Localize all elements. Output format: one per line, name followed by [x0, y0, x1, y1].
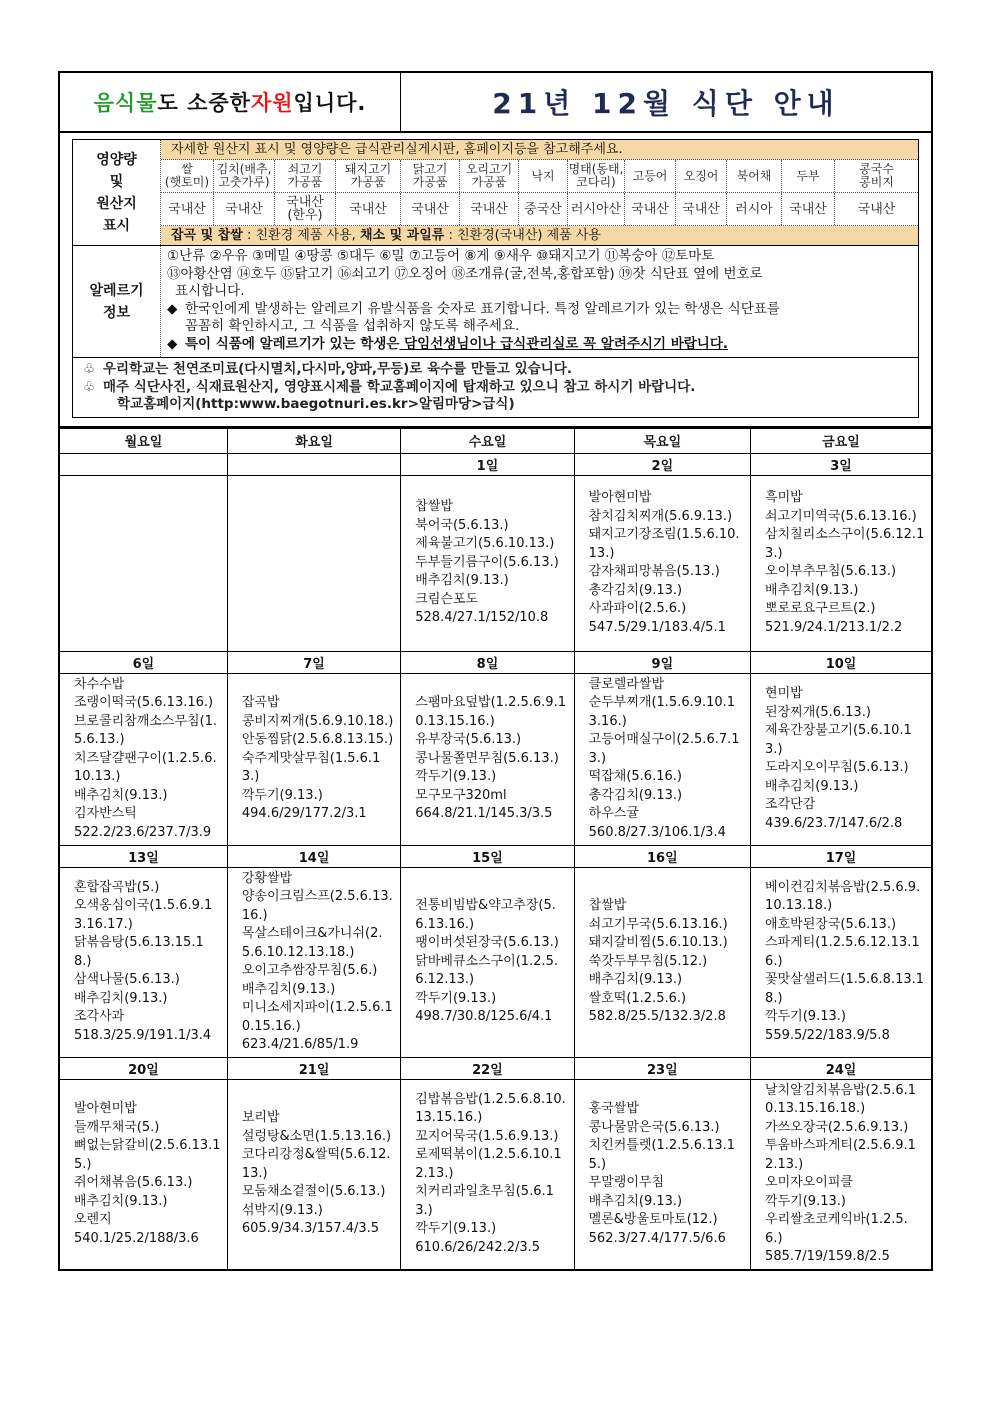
- meal-cell: [227, 867, 400, 1057]
- nutrition-value: 560.8/27.3/106.1/3.4: [588, 824, 726, 840]
- origin-item-value: 국내산: [336, 193, 401, 225]
- date-cell: 6일: [59, 651, 227, 673]
- menu-item: 배추김치(9.13.): [765, 778, 859, 794]
- slogan: [60, 73, 401, 131]
- menu-item: 닭볶음탕(5.6.13.15.18.): [74, 935, 204, 969]
- menu-item: 오이고추쌈장무침(5.6.): [241, 963, 378, 978]
- meal-row: [59, 867, 932, 1057]
- menu-item: 배추김치(9.13.): [74, 990, 168, 1006]
- date-row: [59, 651, 932, 673]
- date-cell: 9일: [574, 651, 750, 673]
- menu-item: 오이부추무침(5.6.13.): [765, 564, 897, 579]
- origin-item-value: 국내산: [401, 193, 460, 225]
- menu-item: 안동찜닭(2.5.6.8.13.15.): [241, 732, 394, 748]
- menu-item: 배추김치(9.13.): [74, 1193, 168, 1209]
- menu-item: 콩나물맑은국(5.6.13.): [588, 1119, 720, 1135]
- menu-item: 배추김치(9.13.): [588, 972, 683, 988]
- menu-item: 투움바스파게티(2.5.6.9.12.13.): [765, 1138, 916, 1172]
- date-row: [59, 453, 932, 475]
- menu-item: 쑥갓두부무침(5.12.): [588, 953, 708, 969]
- allergy-label: [73, 246, 161, 357]
- origin-item-name: 닭고기 가공품: [401, 160, 460, 192]
- nutrition-value: 559.5/22/183.9/5.8: [765, 1027, 890, 1043]
- menu-item: 치킨커틀렛(1.2.5.6.13.15.): [588, 1138, 736, 1172]
- menu-item: 배추김치(9.13.): [588, 1193, 683, 1209]
- allergy-notice-text: 한국인에게 발생하는 알레르기 유발식품을 숫자로 표기합니다. 특정 알레르기가 있는 학생은 식단표를: [185, 300, 780, 317]
- origin-item-value: 국내산: [460, 193, 519, 225]
- menu-item: 양송이크림스프(2.5.6.13.16.): [241, 889, 393, 923]
- menu-item: 로제떡볶이(1.2.5.6.10.12.13.): [415, 1147, 562, 1181]
- origin-item-name: 콩국수 콩비지: [859, 162, 894, 189]
- menu-item: 김자반스틱: [74, 806, 137, 822]
- menu-item: 보리밥: [241, 1110, 280, 1126]
- nutrition-value: 528.4/27.1/152/10.8: [415, 610, 549, 626]
- menu-item: 숙주게맛살무침(1.5.6.13.): [241, 750, 381, 785]
- date-cell: 8일: [401, 651, 574, 673]
- menu-item: 배추김치(9.13.): [74, 787, 168, 803]
- menu-item: 조각사과: [74, 1009, 125, 1025]
- note-text: : 친환경 제품 사용,: [242, 228, 360, 243]
- allergy-label-line: 알레르기: [89, 282, 144, 299]
- meal-cell: [751, 475, 932, 651]
- slogan-part: 입니다.: [293, 91, 367, 115]
- menu-table: [58, 428, 933, 1271]
- date-row: [59, 1057, 932, 1079]
- origin-values-row: [161, 193, 918, 226]
- date-cell: 16일: [574, 845, 750, 867]
- origin-item-name: 오징어: [676, 160, 727, 192]
- menu-item: 뽀로로요구르트(2.): [765, 601, 876, 616]
- allergy-list-line: ①난류 ②우유 ③메밀 ④땅콩 ⑤대두 ⑥밀 ⑦고등어 ⑧게 ⑨새우 ⑩돼지고기 ⑪복숭아 ⑫토마토: [167, 248, 715, 264]
- meal-cell: [401, 673, 574, 845]
- menu-item: 전통비빔밥&약고추장(5.6.13.16.): [415, 898, 556, 932]
- note-bold: 잡곡 및 찹쌀: [171, 228, 243, 243]
- menu-item: 우리쌀초코케익바(1.2.5.6.): [765, 1212, 908, 1246]
- meal-cell: [401, 867, 574, 1057]
- menu-item: 들깨무채국(5.): [74, 1119, 160, 1135]
- nutrition-value: 610.6/26/242.2/3.5: [415, 1239, 541, 1255]
- weekday-header: 화요일: [227, 428, 400, 453]
- allergy-warning-underlined: 담임선생님이나 급식관리실로 꼭 알려주시기 바랍니다.: [399, 335, 728, 352]
- menu-item: 쌀호떡(1.2.5.6.): [588, 990, 687, 1006]
- menu-item: 강황쌀밥: [241, 870, 293, 886]
- origin-label-line: 및: [109, 173, 124, 190]
- menu-item: 목살스테이크&가니쉬(2.5.6.10.12.13.18.): [241, 926, 383, 960]
- menu-item: 하우스귤: [588, 806, 639, 822]
- menu-item: 깍두기(9.13.): [241, 787, 323, 803]
- menu-item: 조각단감: [765, 797, 816, 812]
- weekday-header: 금요일: [751, 428, 932, 453]
- meal-row: [59, 673, 932, 845]
- origin-item-value: 러시아산: [568, 193, 625, 225]
- menu-item: 클로렐라쌀밥: [588, 676, 665, 692]
- date-cell: 13일: [59, 845, 227, 867]
- date-cell: 7일: [227, 651, 400, 673]
- menu-item: 치커리과일초무침(5.6.13.): [415, 1184, 554, 1218]
- nutrition-value: 582.8/25.5/132.3/2.8: [588, 1009, 726, 1025]
- meal-cell: [227, 1079, 400, 1270]
- allergy-list-line: ⑬아황산염 ⑭호두 ⑮닭고기 ⑯쇠고기 ⑰오징어 ⑱조개류(굴,전복,홍합포함) ⑲잣 식단표 옆에 번호로: [167, 265, 763, 282]
- note-line: [83, 361, 908, 379]
- menu-item: 떡잡채(5.6.16.): [588, 769, 682, 785]
- menu-item: 사과파이(2.5.6.): [588, 601, 687, 616]
- weekday-header-row: [59, 428, 932, 453]
- note-line: [83, 379, 908, 397]
- menu-item: 고등어매실구이(2.5.6.7.13.): [588, 732, 740, 766]
- menu-item: 가쓰오장국(2.5.6.9.13.): [765, 1119, 909, 1135]
- menu-item: 삼색나물(5.6.13.): [74, 972, 180, 988]
- menu-item: 깍두기(9.13.): [415, 990, 497, 1006]
- origin-label: [73, 140, 161, 245]
- club-icon: ♧: [83, 361, 96, 377]
- meal-cell: [574, 673, 750, 845]
- meal-cell: [59, 867, 227, 1057]
- menu-item: 베이컨김치볶음밥(2.5.6.9.10.13.18.): [765, 879, 921, 914]
- nutrition-value: 585.7/19/159.8/2.5: [765, 1249, 890, 1264]
- origin-item-value: 국내산 (한우): [275, 193, 336, 225]
- weekday-header: 목요일: [574, 428, 750, 453]
- origin-item-value: 국내산: [161, 193, 214, 225]
- nutrition-value: 605.9/34.3/157.4/3.5: [241, 1221, 380, 1237]
- note-bold: 채소 및 과일류: [359, 228, 445, 243]
- nutrition-value: 494.6/29/177.2/3.1: [241, 806, 367, 822]
- menu-item: 닭바베큐소스구이(1.2.5.6.12.13.): [415, 953, 559, 988]
- meal-cell: [574, 1079, 750, 1270]
- meal-cell: [401, 1079, 574, 1270]
- menu-item: 흑미밥: [765, 490, 803, 505]
- menu-item: 발아현미밥: [74, 1101, 137, 1116]
- origin-label-line: 표시: [102, 217, 131, 234]
- menu-item: 잡곡밥: [241, 695, 280, 711]
- note-text: : 친환경(국내산) 제품 사용: [444, 228, 601, 243]
- info-section: [58, 71, 933, 428]
- slogan-part: 음식물: [93, 91, 158, 115]
- menu-item: 발아현미밥: [588, 490, 652, 505]
- date-cell: [59, 453, 227, 475]
- weekday-header: 월요일: [59, 428, 227, 453]
- menu-item: 제육불고기(5.6.10.13.): [415, 536, 555, 552]
- menu-item: 돼지고기장조림(1.5.6.10.13.): [588, 527, 740, 561]
- diamond-bullet-icon: ◆: [167, 335, 178, 352]
- school-notes: [73, 358, 918, 417]
- menu-document: [58, 71, 933, 1271]
- date-cell: 10일: [751, 651, 932, 673]
- origin-item-value: 국내산: [782, 193, 835, 225]
- menu-item: 스팸마요덮밥(1.2.5.6.9.10.13.15.16.): [415, 695, 566, 729]
- menu-item: 삼치칠리소스구이(5.6.12.13.): [765, 527, 925, 561]
- origin-label-line: 원산지: [96, 195, 137, 212]
- meal-row: [59, 475, 932, 651]
- header: [60, 73, 931, 133]
- origin-table: [161, 140, 918, 245]
- origin-item-value: 중국산: [519, 193, 568, 225]
- date-cell: 14일: [227, 845, 400, 867]
- allergy-warning-text: 특이 식품에 알레르기가 있는 학생은: [185, 335, 400, 352]
- menu-item: 현미밥: [765, 686, 803, 701]
- menu-item: 치즈달걀팬구이(1.2.5.6.10.13.): [74, 750, 217, 785]
- origin-item-name: 오리고기 가공품: [460, 160, 519, 192]
- menu-item: 미니소세지파이(1.2.5.6.10.15.16.): [241, 1000, 393, 1034]
- menu-item: 제육간장불고기(5.6.10.13.): [765, 723, 912, 757]
- menu-item: 팽이버섯된장국(5.6.13.): [415, 935, 559, 951]
- origin-section: [73, 140, 918, 246]
- origin-item-value: 국내산: [857, 201, 896, 217]
- allergy-notice-text: 꼼꼼히 확인하시고, 그 식품을 섭취하지 않도록 해주세요.: [185, 318, 520, 334]
- menu-item: 된장찌개(5.6.13.): [765, 704, 871, 720]
- allergy-section: [73, 246, 918, 358]
- nutrition-value: 562.3/27.4/177.5/6.6: [588, 1230, 726, 1246]
- date-cell: 3일: [751, 453, 932, 475]
- menu-item: 쇠고기무국(5.6.13.16.): [588, 916, 728, 932]
- date-cell: 21일: [227, 1057, 400, 1079]
- date-cell: 15일: [401, 845, 574, 867]
- origin-item-value: 국내산: [214, 193, 275, 225]
- menu-item: 쇠고기미역국(5.6.13.16.): [765, 508, 917, 524]
- nutrition-value: 521.9/24.1/213.1/2.2: [765, 619, 903, 635]
- nutrition-value: 623.4/21.6/85/1.9: [241, 1037, 359, 1052]
- menu-item: 찹쌀밥: [588, 898, 627, 914]
- menu-item: 콩나물쫄면무침(5.6.13.): [415, 750, 559, 766]
- page-title: 21년 12월 식단 안내: [492, 87, 840, 120]
- menu-item: 깍두기(9.13.): [415, 769, 497, 785]
- nutrition-value: 664.8/21.1/145.3/3.5: [415, 806, 553, 822]
- slogan-part: 도 소중한: [157, 91, 251, 115]
- origin-item-name: 쇠고기 가공품: [275, 160, 336, 192]
- origin-item-name: 돼지고기 가공품: [336, 160, 401, 192]
- menu-item: 조랭이떡국(5.6.13.16.): [74, 695, 214, 711]
- meal-cell: [227, 673, 400, 845]
- menu-item: 모둠채소겉절이(5.6.13.): [241, 1184, 386, 1200]
- note-text: 우리학교는 천연조미료(다시멸치,다시마,양파,무등)로 육수를 만들고 있습니다.: [103, 361, 572, 377]
- menu-item: 혼합잡곡밥(5.): [74, 879, 160, 895]
- weekday-header: 수요일: [401, 428, 574, 453]
- menu-item: 배추김치(9.13.): [241, 981, 336, 997]
- menu-item: 크림슨포도: [415, 591, 479, 607]
- origin-item-value: 국내산: [625, 193, 676, 225]
- menu-item: 쥐어채볶음(5.6.13.): [74, 1175, 193, 1190]
- menu-item: 스파게티(1.2.5.6.12.13.16.): [765, 935, 920, 969]
- date-cell: 24일: [751, 1057, 932, 1079]
- allergy-label-line: 정보: [102, 304, 131, 321]
- nutrition-value: 518.3/25.9/191.1/3.4: [74, 1027, 212, 1043]
- slogan-part: 자원: [250, 91, 294, 115]
- menu-item: 멜론&방울토마토(12.): [588, 1212, 718, 1227]
- diamond-bullet-icon: ◆: [167, 300, 178, 317]
- menu-item: 꼬지어묵국(1.5.6.9.13.): [415, 1128, 559, 1144]
- menu-item: 총각김치(9.13.): [588, 582, 683, 598]
- date-cell: 2일: [574, 453, 750, 475]
- menu-item: 설렁탕&소면(1.5.13.16.): [241, 1128, 392, 1144]
- origin-item-name: 북어채: [727, 160, 782, 192]
- menu-item: 모구모구320ml: [415, 787, 507, 803]
- meal-cell: [401, 475, 574, 651]
- menu-item: 깍두기(9.13.): [765, 1193, 846, 1209]
- nutrition-value: 522.2/23.6/237.7/3.9: [74, 824, 212, 840]
- homepage-link[interactable]: 학교홈페이지(http:www.baegotnuri.es.kr>알림마당>급식): [117, 396, 515, 412]
- menu-item: 뼈없는닭갈비(2.5.6.13.15.): [74, 1138, 221, 1172]
- meal-cell: [751, 673, 932, 845]
- allergy-warning: [167, 336, 912, 354]
- nutrition-value: 498.7/30.8/125.6/4.1: [415, 1009, 553, 1025]
- menu-item: 북어국(5.6.13.): [415, 517, 509, 533]
- menu-item: 찹쌀밥: [415, 499, 453, 515]
- menu-item: 애호박된장국(5.6.13.): [765, 916, 897, 932]
- origin-item-name: 김치(배추, 고춧가루): [214, 160, 275, 192]
- menu-item: 꽃맛살샐러드(1.5.6.8.13.18.): [765, 972, 925, 1006]
- origin-item-name: 명태(동태, 코다리): [568, 160, 625, 192]
- date-cell: 17일: [751, 845, 932, 867]
- menu-item: 차수수밥: [74, 676, 125, 692]
- origin-item-value: 국내산: [676, 193, 727, 225]
- menu-item: 유부장국(5.6.13.): [415, 732, 522, 748]
- menu-item: 콩비지찌개(5.6.9.10.18.): [241, 713, 394, 729]
- origin-item-name: 낙지: [519, 160, 568, 192]
- menu-item: 섞박지(9.13.): [241, 1202, 323, 1218]
- menu-item: 순두부찌개(1.5.6.9.10.13.16.): [588, 695, 736, 729]
- date-row: [59, 845, 932, 867]
- meal-cell: [751, 1079, 932, 1270]
- menu-item: 배추김치(9.13.): [765, 582, 859, 598]
- meal-cell: [59, 673, 227, 845]
- nutrition-value: 547.5/29.1/183.4/5.1: [588, 619, 726, 635]
- date-cell: 1일: [401, 453, 574, 475]
- allergy-info: [161, 246, 918, 357]
- origin-top-note: 자세한 원산지 표시 및 영양량은 급식관리실게시판, 홈페이지등을 참고해주세요.: [161, 140, 918, 160]
- meal-cell: [59, 475, 227, 651]
- menu-item: 감자채피망볶음(5.13.): [588, 564, 720, 579]
- origin-item-name: 두부: [782, 160, 835, 192]
- origin-items-row: [161, 160, 918, 193]
- menu-item: 배추김치(9.13.): [415, 573, 509, 589]
- menu-item: 오렌지: [74, 1212, 112, 1227]
- date-cell: 20일: [59, 1057, 227, 1079]
- allergy-notice: [167, 301, 912, 319]
- date-cell: [227, 453, 400, 475]
- menu-item: 날치알김치볶음밥(2.5.6.10.13.15.16.18.): [765, 1082, 917, 1116]
- club-icon: ♧: [83, 378, 96, 395]
- info-box: [72, 139, 919, 418]
- nutrition-value: 540.1/25.2/188/3.6: [74, 1230, 199, 1246]
- menu-item: 총각김치(9.13.): [588, 787, 683, 803]
- menu-item: 브로콜리참깨소스무침(1.5.6.13.): [74, 713, 218, 748]
- origin-item-name: 고등어: [625, 160, 676, 192]
- menu-item: 홍국쌀밥: [588, 1101, 639, 1116]
- meal-cell: [59, 1079, 227, 1270]
- date-cell: 22일: [401, 1057, 574, 1079]
- menu-item: 도라지오이무침(5.6.13.): [765, 760, 909, 775]
- menu-item: 코다리강정&쌀떡(5.6.12.13.): [241, 1147, 391, 1181]
- nutrition-value: 439.6/23.7/147.6/2.8: [765, 815, 903, 831]
- origin-item-name: 쌀 (햇토미): [161, 160, 214, 192]
- origin-label-line: 영양량: [96, 151, 137, 168]
- allergy-list-line: 표시합니다.: [175, 283, 245, 299]
- meal-cell: [574, 867, 750, 1057]
- note-text: 매주 식단사진, 식재료원산지, 영양표시제를 학교홈페이지에 탑재하고 있으니 참고 하시기 바랍니다.: [103, 378, 696, 395]
- meal-row: [59, 1079, 932, 1270]
- meal-cell: [227, 475, 400, 651]
- menu-item: 참치김치찌개(5.6.9.13.): [588, 508, 733, 524]
- menu-item: 깍두기(9.13.): [765, 1009, 846, 1025]
- origin-item-value: 러시아: [727, 193, 782, 225]
- origin-bottom-note: [161, 226, 918, 245]
- menu-item: 돼지갈비찜(5.6.10.13.): [588, 935, 728, 951]
- menu-item: 깍두기(9.13.): [415, 1221, 497, 1237]
- date-cell: 23일: [574, 1057, 750, 1079]
- menu-item: 오색옹심이국(1.5.6.9.13.16.17.): [74, 898, 213, 932]
- menu-item: 오미자오이피클: [765, 1175, 853, 1190]
- menu-item: 김밥볶음밥(1.2.5.6.8.10.13.15.16.): [415, 1091, 566, 1126]
- meal-cell: [751, 867, 932, 1057]
- menu-item: 무말랭이무침: [588, 1175, 665, 1190]
- meal-cell: [574, 475, 750, 651]
- menu-item: 두부들기름구이(5.6.13.): [415, 554, 559, 570]
